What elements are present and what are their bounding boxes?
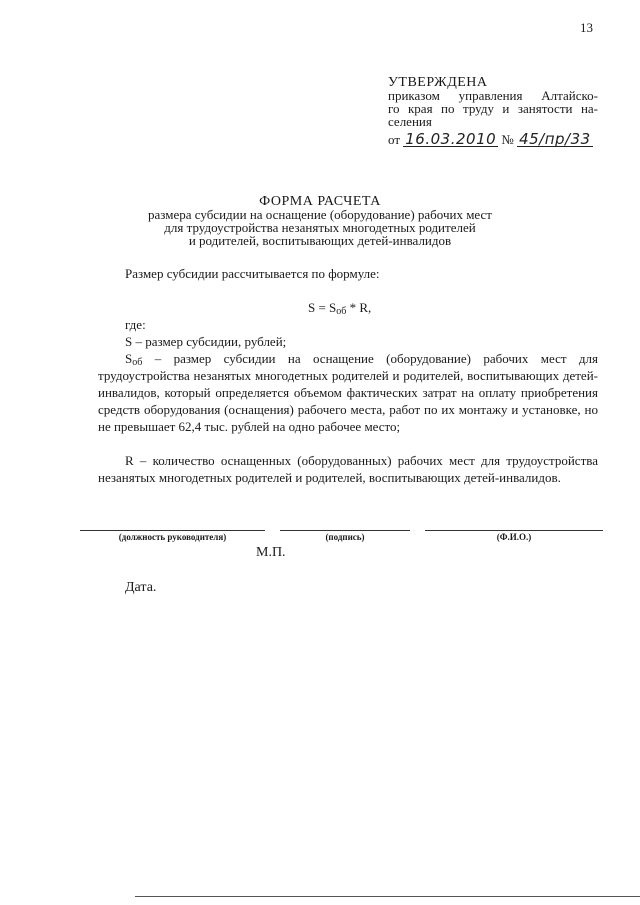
where-label: где: [125,317,146,332]
bottom-rule [135,896,640,897]
position-signature-line [80,530,265,531]
name-caption: (Ф.И.О.) [496,532,532,542]
definition-s: S – размер субсидии, рублей; [125,334,287,349]
approval-date-row [388,132,603,148]
date-label: Дата. [125,580,157,595]
approval-line: го края по труду и занятости на- [388,101,598,116]
title-line: и родителей, воспитывающих детей-инвалидов [188,233,452,248]
formula [308,300,371,316]
approval-line: приказом управления Алтайско- [388,88,598,103]
definition-r: R – количество оснащенных (оборудованных) рабочих мест для трудоустройства незанятых многодетных родителей и родителей, воспитывающих детей-инвалидов. [98,453,598,485]
formula-lhs: S = S [308,300,337,315]
definition-sob-text: – размер субсидии на оснащение (оборудование) рабочих мест для трудоустройства незанятых многодетных родителей и родителей, воспитывающих детей-инвалидов, который определяется объемом фактических затрат на оплату приобретения средств оборудования (оснащения) рабочего места, работ по их монтажу и установке, но не превышает 62,4 тыс. рублей на одно рабочее место; [98,351,598,434]
page-number: 13 [580,20,593,35]
approval-number-sign: № [501,132,514,147]
signature-caption: (подпись) [325,532,365,542]
approval-date-prefix: от [388,132,401,147]
document-title: ФОРМА РАСЧЕТА [259,194,381,209]
signature-line [280,530,410,531]
approval-line: селения [388,114,432,129]
position-caption: (должность руководителя) [118,532,227,542]
definition-sob-subscript: об [132,357,143,368]
title-line: для трудоустройства незанятых многодетных родителей [164,220,476,235]
formula-rhs: * R, [346,300,372,315]
title-line: размера субсидии на оснащение (оборудование) рабочих мест [148,207,492,222]
seal-label: М.П. [256,545,286,560]
definition-sob-symbol: S [125,351,133,366]
document-title-block [100,195,540,247]
formula-subscript: об [336,306,347,317]
formula-intro: Размер субсидии рассчитывается по формуле: [125,266,380,281]
approval-title: УТВЕРЖДЕНА [388,75,488,90]
name-signature-line [425,530,603,531]
definition-sob [98,350,598,435]
handwritten-number: 45/пр/33 [519,130,591,148]
approval-stamp [388,76,598,128]
handwritten-date: 16.03.2010 [405,130,497,148]
